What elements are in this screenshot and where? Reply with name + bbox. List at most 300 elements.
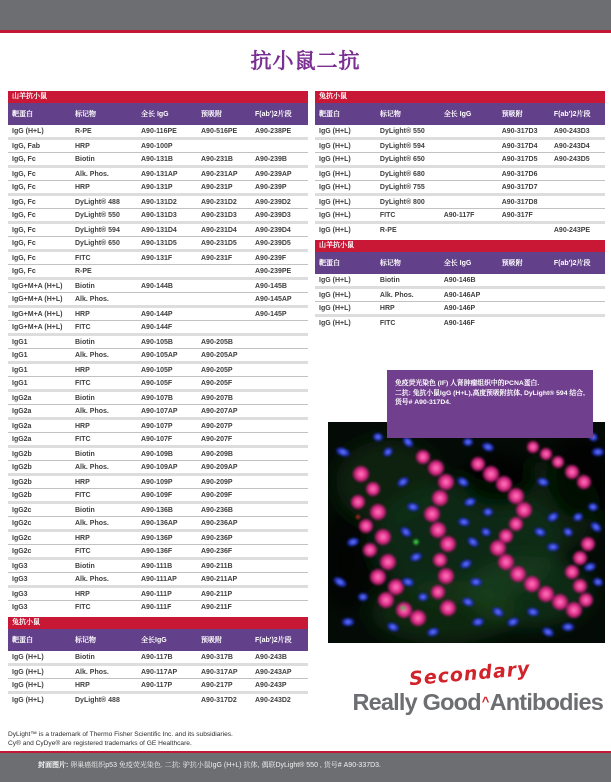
table-cell: A90-145AP [255, 296, 292, 303]
table-cell: IgG, Fc [12, 240, 36, 247]
caret-icon: ^ [481, 694, 489, 709]
table-cell [137, 265, 197, 279]
table-row [8, 531, 308, 545]
header-row [8, 629, 308, 651]
table-cell: HRP [379, 305, 395, 312]
table-cell: A90-239P [255, 184, 287, 191]
table-cell: Biotin [75, 563, 95, 570]
table-cell [440, 195, 498, 209]
table-cell: A90-239B [255, 156, 287, 163]
table-cell: HRP [75, 681, 90, 689]
table-cell: A90-231AP [201, 171, 238, 178]
table-cell: A90-243D2 [255, 696, 291, 704]
table-row [8, 307, 308, 321]
table-cell [251, 363, 308, 377]
table-cell: DyLight® 800 [379, 199, 425, 206]
column-header: F(ab')2片段 [251, 103, 308, 125]
table-row [8, 559, 308, 573]
table-cell [251, 503, 308, 517]
table-cell: A90-243D4 [553, 143, 590, 150]
table-cell: IgG (H+L) [319, 212, 351, 219]
table-cell [550, 288, 605, 302]
table-cell: IgG (H+L) [319, 156, 351, 163]
table-cell: A90-239D4 [255, 227, 291, 234]
column-header: 全长 IgG [440, 103, 498, 125]
column-header: 靶蛋白 [8, 103, 71, 125]
table-cell: A90-231D5 [201, 240, 237, 247]
section-header: 山羊抗小鼠 [8, 91, 308, 103]
column-header: 预吸附 [197, 103, 251, 125]
table-row [8, 489, 308, 503]
table-cell: IgG, Fc [12, 156, 36, 163]
table-cell: A90-236F [201, 548, 233, 555]
table-cell: IgG (H+L) [12, 653, 44, 661]
table-cell: A90-239D2 [255, 199, 291, 206]
table-cell: A90-145B [255, 283, 287, 290]
table-row [8, 461, 308, 475]
table-cell: A90-107P [141, 423, 173, 430]
table-cell: A90-239F [255, 255, 287, 262]
table-row [315, 153, 605, 167]
table-cell: DyLight® 488 [75, 696, 120, 704]
table-cell: FITC [75, 436, 91, 443]
table-cell [550, 209, 605, 223]
table-cell: A90-105B [141, 339, 173, 346]
footer-caption-label: 封面图片: [38, 762, 69, 769]
table-cell: R-PE [75, 268, 92, 275]
table-cell [251, 447, 308, 461]
table-cell: A90-117B [141, 653, 173, 661]
table-cell: A90-109B [141, 451, 173, 458]
antibody-table [8, 103, 308, 614]
table-cell: DyLight® 594 [75, 227, 120, 234]
table-cell: IgG2c [12, 507, 32, 514]
table-cell: A90-146P [443, 305, 476, 312]
table-cell: A90-217P [201, 681, 233, 689]
table-row [8, 391, 308, 405]
table-cell: Biotin [75, 339, 95, 346]
table-cell [197, 279, 251, 293]
table-cell: DyLight® 755 [379, 184, 425, 191]
table-cell [251, 531, 308, 545]
table-cell [251, 517, 308, 531]
table-row [8, 335, 308, 349]
table-cell: Alk. Phos. [75, 464, 109, 471]
table-cell: A90-117F [443, 212, 475, 219]
table-cell: Alk. Phos. [75, 520, 109, 527]
table-cell: IgG3 [12, 604, 28, 612]
column-header: F(ab')2片段 [550, 252, 605, 274]
table-cell: DyLight® 650 [75, 240, 120, 247]
table-cell [197, 265, 251, 279]
table-cell: IgG1 [12, 339, 28, 346]
column-header: F(ab')2片段 [251, 629, 308, 651]
table-cell: A90-131D3 [141, 212, 177, 219]
table-cell: A90-209B [201, 451, 233, 458]
table-cell: R-PE [379, 227, 397, 234]
table-cell: Biotin [75, 451, 95, 458]
table-cell: A90-239D5 [255, 240, 291, 247]
column-header: 标记物 [71, 629, 137, 651]
table-row [315, 274, 605, 288]
table-cell: A90-516PE [201, 128, 238, 135]
table-cell: IgG, Fc [12, 255, 36, 262]
table-cell: A90-317D4 [501, 143, 538, 150]
logo-secondary-script: Secondary [408, 657, 532, 691]
table-cell: A90-136AP [141, 520, 178, 527]
antibody-table [8, 629, 308, 706]
table-cell [251, 545, 308, 559]
table-cell: FITC [379, 212, 396, 219]
table-cell: IgG+M+A (H+L) [12, 283, 63, 290]
table-cell: A90-243AP [255, 668, 292, 676]
table-row [315, 316, 605, 330]
table-cell: Biotin [75, 507, 95, 514]
table-cell: IgG (H+L) [319, 305, 351, 312]
table-row [8, 195, 308, 209]
table-cell: IgG2b [12, 479, 32, 486]
table-cell: FITC [75, 324, 91, 331]
caption-line-2: 二抗: 兔抗小鼠IgG (H+L),高度预吸附抗体, DyLight® 594 结合, 货号# A90-317D4. [395, 389, 585, 406]
table-row [8, 573, 308, 587]
table-cell: A90-236AP [201, 520, 238, 527]
table-row [315, 181, 605, 195]
table-cell: A90-105P [141, 367, 173, 374]
table-cell: IgG (H+L) [12, 668, 44, 676]
table-cell [197, 293, 251, 307]
table-cell: A90-211P [201, 591, 233, 598]
table-cell: HRP [75, 367, 90, 374]
table-cell: A90-231D3 [201, 212, 237, 219]
table-cell: IgG (H+L) [319, 227, 351, 234]
table-cell: A90-136P [141, 535, 173, 542]
table-cell: Alk. Phos. [75, 352, 109, 359]
column-header: 预吸附 [498, 252, 550, 274]
table-row [8, 349, 308, 363]
table-row [8, 209, 308, 223]
table-cell: FITC [379, 320, 396, 327]
table-cell: IgG3 [12, 576, 28, 583]
table-row [8, 601, 308, 614]
table-row [8, 363, 308, 377]
table-cell: A90-146AP [443, 292, 481, 299]
table-cell: A90-111AP [141, 576, 177, 583]
table-cell [251, 419, 308, 433]
table-row [8, 678, 308, 692]
table-cell [498, 274, 550, 288]
table-cell: A90-144P [141, 311, 173, 318]
table-row [315, 288, 605, 302]
table-cell: IgG2a [12, 408, 32, 415]
table-cell: IgG (H+L) [319, 292, 351, 299]
table-row [8, 265, 308, 279]
table-cell: A90-209F [201, 492, 233, 499]
table-cell: IgG2a [12, 395, 32, 402]
table-cell: IgG+M+A (H+L) [12, 296, 63, 303]
table-cell [251, 461, 308, 475]
table-row [315, 195, 605, 209]
table-cell: A90-211AP [201, 576, 238, 583]
table-cell: A90-111B [141, 563, 173, 570]
header-row [8, 103, 308, 125]
table-cell: A90-109AP [141, 464, 178, 471]
table-cell: A90-205AP [201, 352, 238, 359]
table-cell: A90-146F [443, 320, 475, 327]
table-cell: FITC [75, 380, 91, 387]
table-cell: IgG+M+A (H+L) [12, 311, 63, 318]
column-header: 全长 IgG [440, 252, 498, 274]
table-cell: FITC [75, 255, 91, 262]
logo-main-right: Antibodies [489, 689, 603, 715]
table-cell: IgG2c [12, 548, 32, 555]
content-columns [0, 91, 611, 731]
logo-main-left: Really Good [352, 689, 481, 715]
table-row [8, 321, 308, 335]
table-cell: A90-100P [141, 143, 173, 150]
table-row [8, 223, 308, 237]
table-cell: A90-205F [201, 380, 233, 387]
table-row [8, 167, 308, 181]
table-cell: DyLight® 550 [379, 128, 425, 135]
table-cell [550, 316, 605, 330]
table-section-goat-anti-mouse [8, 91, 308, 614]
table-cell: Biotin [75, 653, 95, 661]
left-column [8, 91, 308, 709]
table-cell: A90-243D5 [553, 156, 590, 163]
table-row [315, 139, 605, 153]
table-cell: A90-211B [201, 563, 233, 570]
table-cell: IgG (H+L) [319, 184, 351, 191]
table-cell: IgG, Fc [12, 199, 36, 206]
table-cell: A90-231F [201, 255, 233, 262]
table-cell: A90-145P [255, 311, 287, 318]
table-cell: A90-107AP [141, 408, 178, 415]
table-cell: A90-205P [201, 367, 233, 374]
table-cell: DyLight® 650 [379, 156, 425, 163]
table-cell [251, 573, 308, 587]
column-header: 靶蛋白 [315, 252, 376, 274]
table-cell [137, 692, 197, 706]
table-cell: Alk. Phos. [75, 171, 109, 178]
table-cell: A90-239D3 [255, 212, 291, 219]
table-cell: A90-207B [201, 395, 233, 402]
trademark-line-1: DyLight™ is a trademark of Thermo Fisher Scientific Inc. and its subsidiaries. [8, 731, 233, 738]
table-cell: A90-243PE [553, 227, 591, 234]
antibody-table [315, 103, 605, 236]
column-header: F(ab')2片段 [550, 103, 605, 125]
table-cell: IgG (H+L) [319, 128, 351, 135]
table-cell [440, 125, 498, 139]
table-cell: IgG3 [12, 591, 28, 598]
table-cell [550, 195, 605, 209]
table-row [8, 419, 308, 433]
table-cell [197, 307, 251, 321]
table-cell: A90-207F [201, 436, 233, 443]
table-cell [498, 223, 550, 237]
table-row [8, 377, 308, 391]
table-cell: IgG1 [12, 352, 28, 359]
table-cell: A90-205B [201, 339, 233, 346]
table-cell: A90-109F [141, 492, 173, 499]
table-section-rabbit-anti-mouse-left [8, 617, 308, 706]
table-row [8, 475, 308, 489]
logo-main-text [352, 689, 603, 716]
table-cell: IgG2a [12, 423, 32, 430]
table-row [315, 302, 605, 316]
column-header: 标记物 [71, 103, 137, 125]
table-cell: IgG (H+L) [12, 696, 44, 704]
table-cell: A90-317F [501, 212, 533, 219]
table-cell: A90-107B [141, 395, 173, 402]
table-cell: A90-131F [141, 255, 173, 262]
table-cell: A90-211F [201, 604, 232, 612]
table-row [315, 209, 605, 223]
table-row [8, 293, 308, 307]
table-cell [498, 302, 550, 316]
column-header: 预吸附 [197, 629, 251, 651]
table-cell: A90-231D2 [201, 199, 237, 206]
table-row [8, 433, 308, 447]
table-cell [251, 321, 308, 335]
table-row [8, 692, 308, 706]
column-header: 标记物 [376, 103, 440, 125]
table-row [8, 587, 308, 601]
table-cell [550, 167, 605, 181]
table-row [8, 139, 308, 153]
table-cell [440, 167, 498, 181]
right-column [315, 91, 605, 731]
table-cell: A90-239PE [255, 268, 292, 275]
table-cell: A90-131B [141, 156, 173, 163]
table-cell: HRP [75, 311, 90, 318]
table-cell: A90-105F [141, 380, 173, 387]
section-header: 兔抗小鼠 [8, 617, 308, 629]
table-cell: A90-107F [141, 436, 173, 443]
column-header: 全长IgG [137, 629, 197, 651]
table-row [315, 223, 605, 237]
table-cell: IgG2a [12, 436, 32, 443]
table-cell: A90-117P [141, 681, 173, 689]
table-cell [197, 321, 251, 335]
really-good-antibodies-logo [323, 657, 603, 725]
table-row [8, 503, 308, 517]
table-cell: IgG2b [12, 451, 32, 458]
table-cell: A90-231B [201, 156, 233, 163]
table-cell: IgG (H+L) [12, 128, 44, 135]
table-row [8, 447, 308, 461]
table-cell: A90-243P [255, 681, 287, 689]
table-cell [550, 274, 605, 288]
table-cell: A90-231P [201, 184, 233, 191]
table-cell [498, 316, 550, 330]
table-cell: DyLight® 488 [75, 199, 120, 206]
column-header: 全长 IgG [137, 103, 197, 125]
table-cell: A90-236P [201, 535, 233, 542]
table-cell: A90-239AP [255, 171, 292, 178]
column-header: 标记物 [376, 252, 440, 274]
table-cell [251, 405, 308, 419]
table-cell: A90-131P [141, 184, 173, 191]
table-cell: IgG2b [12, 464, 32, 471]
table-row [8, 405, 308, 419]
table-cell: IgG, Fc [12, 171, 36, 178]
table-cell [440, 139, 498, 153]
table-row [8, 517, 308, 531]
table-cell: IgG, Fab [12, 143, 40, 150]
table-cell: IgG (H+L) [12, 681, 44, 689]
page-title: 抗小鼠二抗 [250, 50, 361, 73]
table-cell: A90-146B [443, 277, 476, 284]
table-row [8, 664, 308, 678]
table-cell [440, 153, 498, 167]
table-cell: A90-131D2 [141, 199, 177, 206]
table-cell: HRP [75, 535, 90, 542]
table-cell: A90-207P [201, 423, 233, 430]
table-cell [440, 181, 498, 195]
table-cell: A90-317D3 [501, 128, 538, 135]
table-cell: A90-131D4 [141, 227, 177, 234]
section-header: 兔抗小鼠 [315, 91, 605, 103]
table-cell: HRP [75, 143, 90, 150]
section-header: 山羊抗小鼠 [315, 240, 605, 252]
table-row [8, 545, 308, 559]
table-cell [251, 587, 308, 601]
table-cell [440, 223, 498, 237]
table-cell [251, 433, 308, 447]
table-cell: A90-236B [201, 507, 233, 514]
table-cell: IgG, Fc [12, 212, 36, 219]
table-cell [251, 559, 308, 573]
table-row [8, 153, 308, 167]
table-cell: A90-243D3 [553, 128, 590, 135]
table-cell: Biotin [75, 283, 95, 290]
table-cell: A90-317D2 [201, 696, 237, 704]
table-cell: DyLight® 680 [379, 171, 425, 178]
table-cell: A90-105AP [141, 352, 178, 359]
table-cell: HRP [75, 591, 90, 598]
table-cell: HRP [75, 423, 90, 430]
table-cell [137, 293, 197, 307]
table-cell: IgG (H+L) [319, 143, 351, 150]
table-cell: Biotin [75, 156, 95, 163]
table-cell: A90-317B [201, 653, 233, 661]
table-cell: R-PE [75, 128, 92, 135]
table-cell: DyLight® 594 [379, 143, 425, 150]
table-cell [251, 377, 308, 391]
table-cell: Biotin [75, 395, 95, 402]
table-row [8, 279, 308, 293]
table-cell: A90-136F [141, 548, 173, 555]
table-cell [197, 139, 251, 153]
table-cell [251, 391, 308, 405]
table-cell: IgG1 [12, 367, 28, 374]
header-row [315, 103, 605, 125]
table-cell: A90-317D6 [501, 171, 538, 178]
table-cell: Alk. Phos. [75, 576, 109, 583]
table-cell: A90-131AP [141, 171, 178, 178]
table-row [315, 167, 605, 181]
table-cell: A90-317D8 [501, 199, 538, 206]
table-cell: A90-317D7 [501, 184, 538, 191]
caption-line-1: 免疫荧光染色 (IF) 人肾肿瘤组织中的PCNA蛋白. [395, 380, 540, 387]
antibody-table [315, 252, 605, 329]
table-cell: A90-231D4 [201, 227, 237, 234]
table-cell: IgG1 [12, 380, 28, 387]
table-cell: A90-131D5 [141, 240, 177, 247]
table-cell: IgG (H+L) [319, 199, 351, 206]
table-cell: A90-144F [141, 324, 173, 331]
table-cell [550, 181, 605, 195]
